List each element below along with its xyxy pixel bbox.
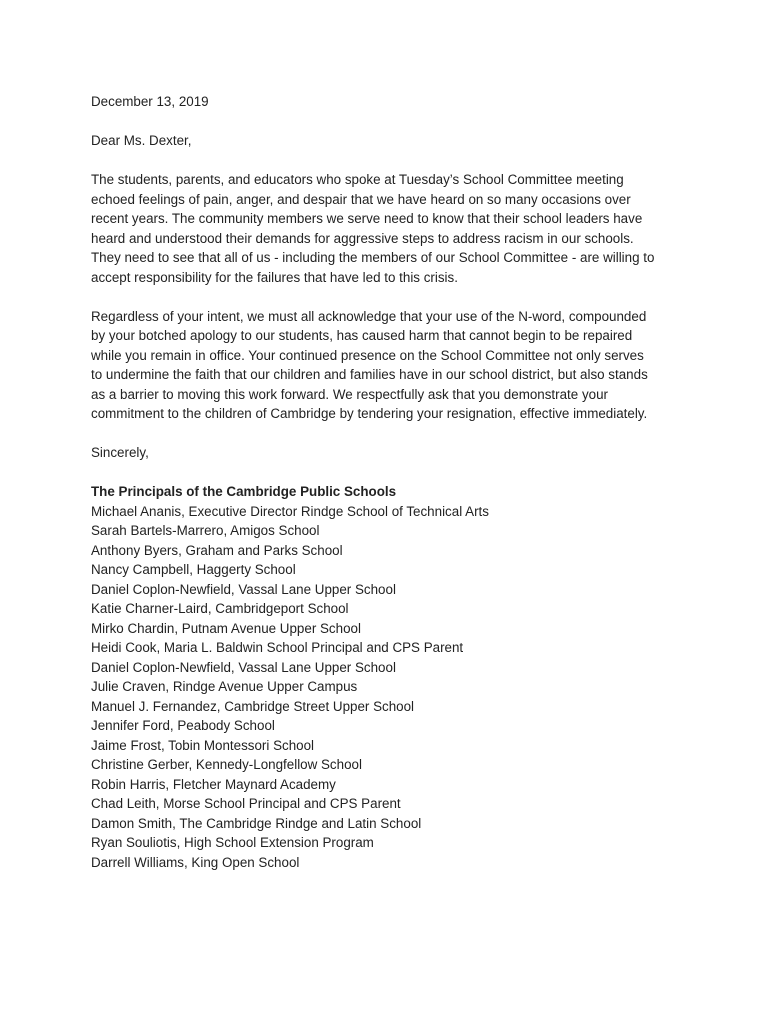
signatory: Jennifer Ford, Peabody School	[91, 718, 275, 733]
paragraph-line: while you remain in office. Your continued presence on the School Committee not only serves	[91, 347, 644, 363]
signatory: Anthony Byers, Graham and Parks School	[91, 542, 343, 558]
paragraph-line: Regardless of your intent, we must all acknowledge that your use of the N-word, compounded	[91, 308, 647, 324]
signatory: Manuel J. Fernandez, Cambridge Street Upper School	[91, 698, 415, 714]
signatory: Daniel Coplon-Newfield, Vassal Lane Upper School	[91, 581, 396, 597]
paragraph-2	[91, 307, 691, 424]
signatory: Julie Craven, Rindge Avenue Upper Campus	[91, 679, 358, 694]
signatory: Nancy Campbell, Haggerty School	[91, 562, 296, 577]
signatory: Christine Gerber, Kennedy-Longfellow School	[91, 757, 362, 772]
paragraph-line: commitment to the children of Cambridge by tendering your resignation, effective immediately.	[91, 406, 648, 421]
signatory: Sarah Bartels-Marrero, Amigos School	[91, 523, 320, 538]
paragraph-line: echoed feelings of pain, anger, and despair that we have heard on so many occasions over	[91, 191, 631, 207]
signatory: Damon Smith, The Cambridge Rindge and Latin School	[91, 815, 422, 831]
signatory: Jaime Frost, Tobin Montessori School	[91, 737, 315, 753]
paragraph-line: They need to see that all of us - including the members of our School Committee - are willing to	[91, 250, 655, 265]
letter-body	[91, 92, 691, 872]
paragraph-line: by your botched apology to our students, has caused harm that cannot begin to be repaired	[91, 328, 633, 343]
paragraph-line: The students, parents, and educators who spoke at Tuesday’s School Committee meeting	[91, 172, 624, 187]
paragraph-line: recent years. The community members we serve need to know that their school leaders have	[91, 211, 643, 226]
paragraph-line: as a barrier to moving this work forward. We respectfully ask that you demonstrate your	[91, 386, 608, 402]
letter-date: December 13, 2019	[91, 94, 209, 109]
signatory-list	[91, 502, 691, 873]
signatory: Michael Ananis, Executive Director Rindge School of Technical Arts	[91, 503, 489, 519]
signatory: Mirko Chardin, Putnam Avenue Upper School	[91, 620, 361, 636]
signatory: Heidi Cook, Maria L. Baldwin School Principal and CPS Parent	[91, 640, 464, 655]
signatory: Katie Charner-Laird, Cambridgeport School	[91, 601, 349, 616]
paragraph-line: accept responsibility for the failures that have led to this crisis.	[91, 269, 458, 285]
signatory: Darrell Williams, King Open School	[91, 854, 300, 870]
signatory: Daniel Coplon-Newfield, Vassal Lane Upper School	[91, 659, 396, 675]
signatory: Ryan Souliotis, High School Extension Program	[91, 835, 374, 850]
signatory: Robin Harris, Fletcher Maynard Academy	[91, 776, 336, 792]
paragraph-line: heard and understood their demands for aggressive steps to address racism in our schools.	[91, 230, 634, 246]
letter-salutation: Dear Ms. Dexter,	[91, 133, 192, 148]
paragraph-1	[91, 170, 691, 287]
letter-closing: Sincerely,	[91, 445, 149, 460]
signature-title: The Principals of the Cambridge Public Schools	[91, 484, 397, 499]
paragraph-line: to undermine the faith that our children and families have in our school district, but also stands	[91, 367, 648, 382]
signatory: Chad Leith, Morse School Principal and CPS Parent	[91, 796, 401, 811]
